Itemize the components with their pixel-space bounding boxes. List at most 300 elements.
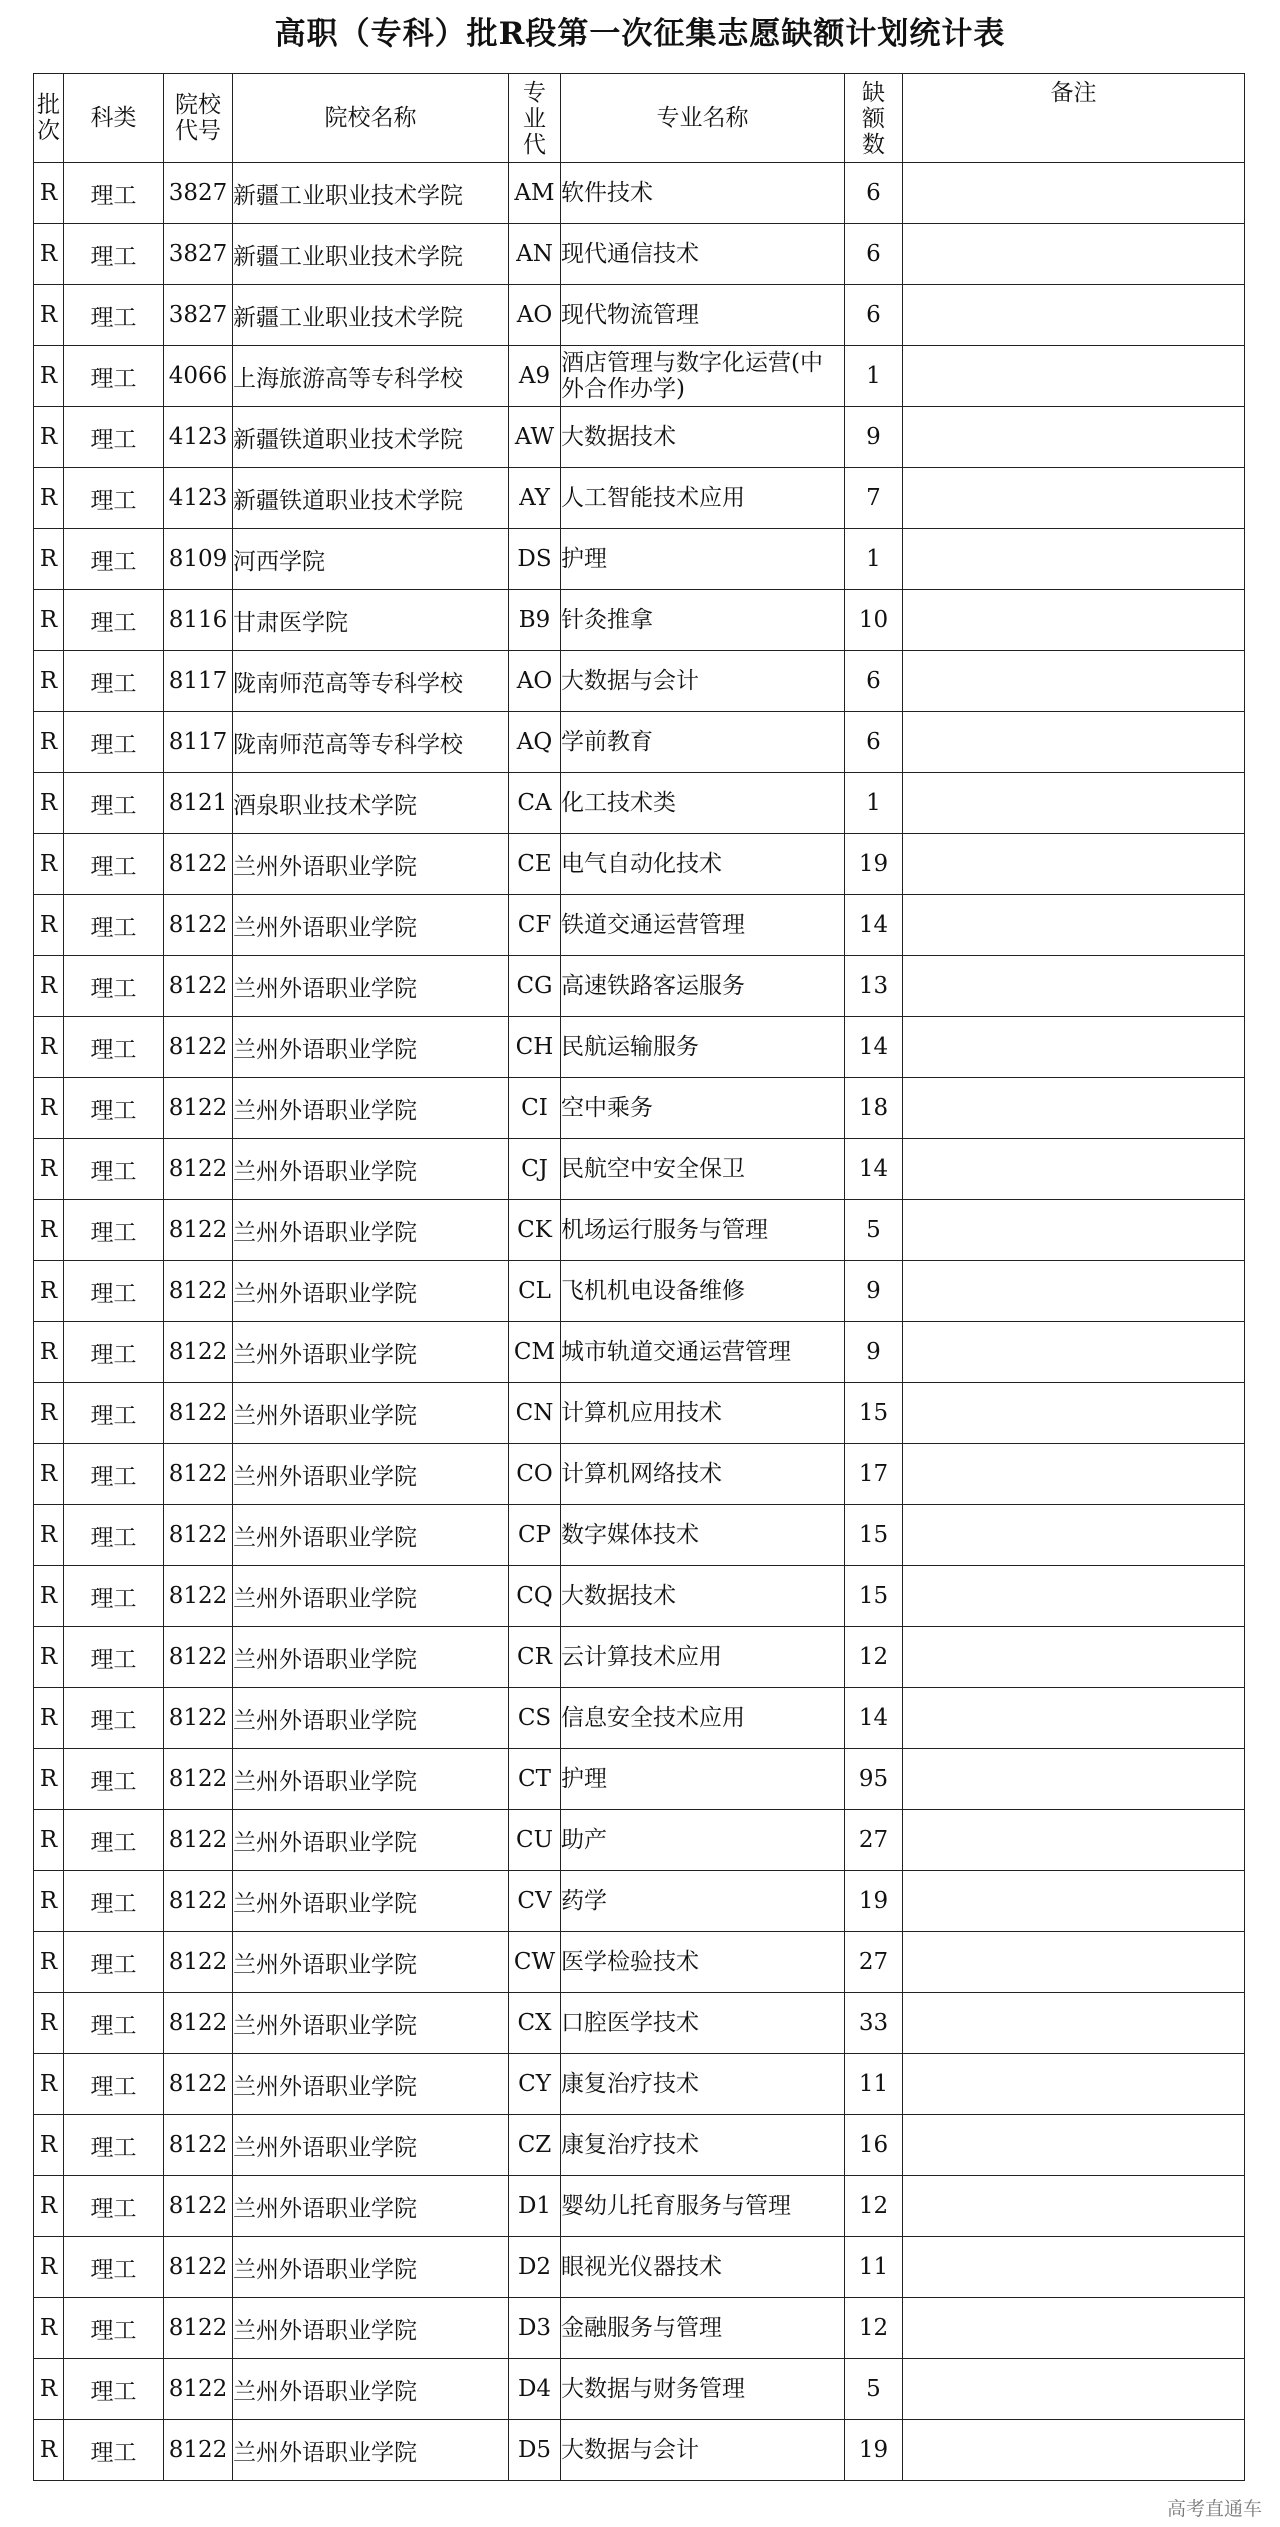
category-cell: 理工	[64, 1200, 164, 1261]
category-cell: 理工	[64, 407, 164, 468]
major-name-cell: 学前教育	[561, 712, 845, 773]
batch-cell: R	[34, 1688, 64, 1749]
remark-cell	[903, 1871, 1245, 1932]
vacancy-cell: 5	[845, 1200, 903, 1261]
remark-cell	[903, 590, 1245, 651]
remark-cell	[903, 1200, 1245, 1261]
category-cell: 理工	[64, 1749, 164, 1810]
table-row	[34, 1566, 1245, 1627]
remark-cell	[903, 2420, 1245, 2481]
batch-cell: R	[34, 834, 64, 895]
school-code-cell: 8121	[164, 773, 233, 834]
school-code-cell: 8122	[164, 895, 233, 956]
major-name-cell: 软件技术	[561, 163, 845, 224]
table-row	[34, 1322, 1245, 1383]
school-name-cell: 兰州外语职业学院	[233, 1017, 509, 1078]
major-name-cell: 数字媒体技术	[561, 1505, 845, 1566]
table-row	[34, 529, 1245, 590]
header-school-code-line: 代号	[175, 118, 221, 144]
category-cell: 理工	[64, 2115, 164, 2176]
batch-cell: R	[34, 1566, 64, 1627]
remark-cell	[903, 1078, 1245, 1139]
major-code-cell: AO	[509, 651, 561, 712]
header-major-name: 专业名称	[561, 74, 845, 163]
vacancy-cell: 6	[845, 163, 903, 224]
vacancy-cell: 12	[845, 2298, 903, 2359]
major-name-cell: 飞机机电设备维修	[561, 1261, 845, 1322]
table-row	[34, 1627, 1245, 1688]
table-row	[34, 1200, 1245, 1261]
major-name-cell: 眼视光仪器技术	[561, 2237, 845, 2298]
school-code-cell: 8122	[164, 2237, 233, 2298]
school-name-cell: 兰州外语职业学院	[233, 1566, 509, 1627]
batch-cell: R	[34, 2237, 64, 2298]
header-batch-line: 次	[37, 118, 60, 144]
vacancy-cell: 6	[845, 651, 903, 712]
school-code-cell: 8122	[164, 1871, 233, 1932]
major-name-cell: 信息安全技术应用	[561, 1688, 845, 1749]
table-row	[34, 1017, 1245, 1078]
major-code-cell: CO	[509, 1444, 561, 1505]
category-cell: 理工	[64, 1505, 164, 1566]
school-name-cell: 兰州外语职业学院	[233, 1993, 509, 2054]
school-name-cell: 兰州外语职业学院	[233, 1200, 509, 1261]
major-name-cell: 药学	[561, 1871, 845, 1932]
table-row	[34, 1810, 1245, 1871]
table-row	[34, 2176, 1245, 2237]
batch-cell: R	[34, 1078, 64, 1139]
vacancy-cell: 11	[845, 2237, 903, 2298]
major-name-cell: 现代通信技术	[561, 224, 845, 285]
major-code-cell: CZ	[509, 2115, 561, 2176]
school-code-cell: 8122	[164, 1017, 233, 1078]
batch-cell: R	[34, 1627, 64, 1688]
major-code-cell: CS	[509, 1688, 561, 1749]
school-code-cell: 8122	[164, 1444, 233, 1505]
major-code-cell: CQ	[509, 1566, 561, 1627]
school-code-cell: 8117	[164, 712, 233, 773]
vacancy-cell: 33	[845, 1993, 903, 2054]
major-name-cell: 电气自动化技术	[561, 834, 845, 895]
major-code-cell: CL	[509, 1261, 561, 1322]
school-code-cell: 8122	[164, 2298, 233, 2359]
remark-cell	[903, 2359, 1245, 2420]
header-school-name: 院校名称	[233, 74, 509, 163]
category-cell: 理工	[64, 834, 164, 895]
vacancy-cell: 14	[845, 1688, 903, 1749]
category-cell: 理工	[64, 2298, 164, 2359]
header-school-code-line: 院校	[175, 92, 221, 118]
category-cell: 理工	[64, 590, 164, 651]
header-batch-line: 批	[37, 92, 60, 118]
table-row	[34, 1993, 1245, 2054]
category-cell: 理工	[64, 1932, 164, 1993]
header-category: 科类	[64, 74, 164, 163]
category-cell: 理工	[64, 1444, 164, 1505]
vacancy-cell: 1	[845, 529, 903, 590]
school-code-cell: 8122	[164, 1139, 233, 1200]
category-cell: 理工	[64, 1261, 164, 1322]
table-row	[34, 1383, 1245, 1444]
school-name-cell: 兰州外语职业学院	[233, 1810, 509, 1871]
vacancy-cell: 27	[845, 1810, 903, 1871]
vacancy-cell: 95	[845, 1749, 903, 1810]
remark-cell	[903, 163, 1245, 224]
school-code-cell: 4123	[164, 468, 233, 529]
school-name-cell: 兰州外语职业学院	[233, 1261, 509, 1322]
major-name-cell: 民航空中安全保卫	[561, 1139, 845, 1200]
category-cell: 理工	[64, 1627, 164, 1688]
table-row	[34, 712, 1245, 773]
table-row	[34, 468, 1245, 529]
batch-cell: R	[34, 285, 64, 346]
major-code-cell: CJ	[509, 1139, 561, 1200]
batch-cell: R	[34, 2115, 64, 2176]
school-code-cell: 8122	[164, 2420, 233, 2481]
major-name-cell: 护理	[561, 529, 845, 590]
remark-cell	[903, 2176, 1245, 2237]
school-code-cell: 8122	[164, 956, 233, 1017]
major-name-cell: 民航运输服务	[561, 1017, 845, 1078]
school-name-cell: 兰州外语职业学院	[233, 1078, 509, 1139]
school-code-cell: 8122	[164, 2054, 233, 2115]
vacancy-cell: 15	[845, 1566, 903, 1627]
major-name-cell: 计算机应用技术	[561, 1383, 845, 1444]
major-code-cell: CR	[509, 1627, 561, 1688]
school-code-cell: 8122	[164, 1932, 233, 1993]
school-name-cell: 甘肃医学院	[233, 590, 509, 651]
vacancy-table	[33, 73, 1245, 2481]
school-code-cell: 8117	[164, 651, 233, 712]
school-name-cell: 陇南师范高等专科学校	[233, 712, 509, 773]
table-header-row	[34, 74, 1245, 163]
remark-cell	[903, 1139, 1245, 1200]
category-cell: 理工	[64, 1871, 164, 1932]
major-code-cell: D2	[509, 2237, 561, 2298]
category-cell: 理工	[64, 346, 164, 407]
school-code-cell: 8122	[164, 1566, 233, 1627]
major-name-cell: 康复治疗技术	[561, 2054, 845, 2115]
vacancy-cell: 18	[845, 1078, 903, 1139]
major-name-cell: 针灸推拿	[561, 590, 845, 651]
header-vacancy	[845, 74, 903, 163]
major-name-cell: 机场运行服务与管理	[561, 1200, 845, 1261]
vacancy-cell: 9	[845, 407, 903, 468]
school-code-cell: 8122	[164, 2115, 233, 2176]
batch-cell: R	[34, 651, 64, 712]
major-code-cell: CV	[509, 1871, 561, 1932]
batch-cell: R	[34, 1383, 64, 1444]
header-major-code	[509, 74, 561, 163]
category-cell: 理工	[64, 1139, 164, 1200]
category-cell: 理工	[64, 2420, 164, 2481]
major-code-cell: CU	[509, 1810, 561, 1871]
batch-cell: R	[34, 1200, 64, 1261]
major-code-cell: CF	[509, 895, 561, 956]
table-row	[34, 834, 1245, 895]
vacancy-cell: 17	[845, 1444, 903, 1505]
table-row	[34, 407, 1245, 468]
batch-cell: R	[34, 2054, 64, 2115]
school-name-cell: 兰州外语职业学院	[233, 1932, 509, 1993]
major-name-cell: 云计算技术应用	[561, 1627, 845, 1688]
category-cell: 理工	[64, 1810, 164, 1871]
remark-cell	[903, 712, 1245, 773]
table-row	[34, 1261, 1245, 1322]
major-code-cell: CN	[509, 1383, 561, 1444]
remark-cell	[903, 1810, 1245, 1871]
major-code-cell: AY	[509, 468, 561, 529]
watermark: 高考直通车	[1166, 2498, 1262, 2520]
table-row	[34, 1688, 1245, 1749]
major-code-cell: AM	[509, 163, 561, 224]
vacancy-cell: 1	[845, 346, 903, 407]
school-name-cell: 兰州外语职业学院	[233, 956, 509, 1017]
batch-cell: R	[34, 1810, 64, 1871]
school-code-cell: 8122	[164, 1200, 233, 1261]
vacancy-cell: 27	[845, 1932, 903, 1993]
major-name-cell: 大数据与会计	[561, 2420, 845, 2481]
batch-cell: R	[34, 1139, 64, 1200]
school-name-cell: 新疆铁道职业技术学院	[233, 468, 509, 529]
school-name-cell: 上海旅游高等专科学校	[233, 346, 509, 407]
school-name-cell: 新疆工业职业技术学院	[233, 163, 509, 224]
batch-cell: R	[34, 1871, 64, 1932]
school-code-cell: 3827	[164, 163, 233, 224]
school-name-cell: 兰州外语职业学院	[233, 2115, 509, 2176]
table-row	[34, 895, 1245, 956]
school-name-cell: 酒泉职业技术学院	[233, 773, 509, 834]
vacancy-cell: 12	[845, 1627, 903, 1688]
remark-cell	[903, 956, 1245, 1017]
major-code-cell: AW	[509, 407, 561, 468]
school-name-cell: 兰州外语职业学院	[233, 1383, 509, 1444]
major-code-cell: CH	[509, 1017, 561, 1078]
school-name-cell: 新疆工业职业技术学院	[233, 285, 509, 346]
school-name-cell: 兰州外语职业学院	[233, 2298, 509, 2359]
category-cell: 理工	[64, 1322, 164, 1383]
batch-cell: R	[34, 1261, 64, 1322]
remark-cell	[903, 651, 1245, 712]
school-name-cell: 兰州外语职业学院	[233, 2237, 509, 2298]
batch-cell: R	[34, 1932, 64, 1993]
header-vacancy-line: 缺	[862, 80, 885, 106]
school-code-cell: 8122	[164, 1322, 233, 1383]
table-row	[34, 1749, 1245, 1810]
major-code-cell: CG	[509, 956, 561, 1017]
major-name-cell: 铁道交通运营管理	[561, 895, 845, 956]
remark-cell	[903, 1688, 1245, 1749]
table-body	[34, 163, 1245, 2481]
major-code-cell: CI	[509, 1078, 561, 1139]
category-cell: 理工	[64, 2176, 164, 2237]
school-code-cell: 3827	[164, 285, 233, 346]
major-code-cell: D5	[509, 2420, 561, 2481]
remark-cell	[903, 224, 1245, 285]
remark-cell	[903, 1505, 1245, 1566]
vacancy-cell: 9	[845, 1261, 903, 1322]
header-batch	[34, 74, 64, 163]
major-name-cell: 现代物流管理	[561, 285, 845, 346]
category-cell: 理工	[64, 773, 164, 834]
batch-cell: R	[34, 895, 64, 956]
school-code-cell: 8116	[164, 590, 233, 651]
major-code-cell: CW	[509, 1932, 561, 1993]
school-name-cell: 兰州外语职业学院	[233, 1139, 509, 1200]
table-row	[34, 163, 1245, 224]
remark-cell	[903, 529, 1245, 590]
major-name-cell: 大数据技术	[561, 1566, 845, 1627]
remark-cell	[903, 468, 1245, 529]
school-name-cell: 兰州外语职业学院	[233, 2176, 509, 2237]
major-code-cell: CK	[509, 1200, 561, 1261]
major-name-cell: 人工智能技术应用	[561, 468, 845, 529]
school-name-cell: 新疆工业职业技术学院	[233, 224, 509, 285]
table-row	[34, 1444, 1245, 1505]
major-name-cell: 化工技术类	[561, 773, 845, 834]
category-cell: 理工	[64, 2359, 164, 2420]
major-name-cell: 康复治疗技术	[561, 2115, 845, 2176]
school-name-cell: 河西学院	[233, 529, 509, 590]
category-cell: 理工	[64, 956, 164, 1017]
batch-cell: R	[34, 163, 64, 224]
school-name-cell: 兰州外语职业学院	[233, 1871, 509, 1932]
major-code-cell: CP	[509, 1505, 561, 1566]
major-code-cell: CY	[509, 2054, 561, 2115]
batch-cell: R	[34, 956, 64, 1017]
batch-cell: R	[34, 2359, 64, 2420]
table-row	[34, 1505, 1245, 1566]
major-name-cell: 高速铁路客运服务	[561, 956, 845, 1017]
table-row	[34, 651, 1245, 712]
remark-cell	[903, 1261, 1245, 1322]
remark-cell	[903, 773, 1245, 834]
school-code-cell: 8122	[164, 1505, 233, 1566]
major-name-cell: 口腔医学技术	[561, 1993, 845, 2054]
school-name-cell: 兰州外语职业学院	[233, 1627, 509, 1688]
batch-cell: R	[34, 529, 64, 590]
table-row	[34, 590, 1245, 651]
remark-cell	[903, 1017, 1245, 1078]
category-cell: 理工	[64, 529, 164, 590]
school-code-cell: 8122	[164, 1993, 233, 2054]
category-cell: 理工	[64, 1383, 164, 1444]
category-cell: 理工	[64, 468, 164, 529]
remark-cell	[903, 834, 1245, 895]
vacancy-cell: 14	[845, 895, 903, 956]
major-name-cell: 大数据与财务管理	[561, 2359, 845, 2420]
batch-cell: R	[34, 1993, 64, 2054]
category-cell: 理工	[64, 163, 164, 224]
major-code-cell: CT	[509, 1749, 561, 1810]
school-name-cell: 兰州外语职业学院	[233, 1505, 509, 1566]
page-title: 高职（专科）批R段第一次征集志愿缺额计划统计表	[274, 16, 1006, 52]
school-code-cell: 8122	[164, 834, 233, 895]
table-row	[34, 224, 1245, 285]
major-name-cell: 大数据与会计	[561, 651, 845, 712]
school-code-cell: 8122	[164, 2176, 233, 2237]
vacancy-cell: 1	[845, 773, 903, 834]
school-name-cell: 兰州外语职业学院	[233, 1749, 509, 1810]
category-cell: 理工	[64, 2237, 164, 2298]
major-code-cell: D4	[509, 2359, 561, 2420]
vacancy-cell: 19	[845, 2420, 903, 2481]
header-school-code	[164, 74, 233, 163]
batch-cell: R	[34, 468, 64, 529]
batch-cell: R	[34, 590, 64, 651]
major-name-cell: 助产	[561, 1810, 845, 1871]
vacancy-cell: 9	[845, 1322, 903, 1383]
category-cell: 理工	[64, 1993, 164, 2054]
category-cell: 理工	[64, 1566, 164, 1627]
school-name-cell: 兰州外语职业学院	[233, 2359, 509, 2420]
table-row	[34, 2420, 1245, 2481]
vacancy-cell: 10	[845, 590, 903, 651]
batch-cell: R	[34, 1505, 64, 1566]
remark-cell	[903, 1932, 1245, 1993]
major-code-cell: D1	[509, 2176, 561, 2237]
major-code-cell: CX	[509, 1993, 561, 2054]
remark-cell	[903, 2115, 1245, 2176]
header-major-code-line: 业	[523, 106, 546, 132]
table-row	[34, 1871, 1245, 1932]
remark-cell	[903, 1993, 1245, 2054]
vacancy-cell: 15	[845, 1383, 903, 1444]
vacancy-cell: 14	[845, 1139, 903, 1200]
batch-cell: R	[34, 2298, 64, 2359]
table-row	[34, 2054, 1245, 2115]
table-row	[34, 346, 1245, 407]
school-code-cell: 8122	[164, 1383, 233, 1444]
table-row	[34, 1139, 1245, 1200]
vacancy-cell: 19	[845, 834, 903, 895]
category-cell: 理工	[64, 895, 164, 956]
header-vacancy-line: 额	[862, 106, 885, 132]
school-code-cell: 8122	[164, 1749, 233, 1810]
remark-cell	[903, 2054, 1245, 2115]
major-code-cell: CM	[509, 1322, 561, 1383]
school-code-cell: 8109	[164, 529, 233, 590]
batch-cell: R	[34, 773, 64, 834]
major-name-cell: 城市轨道交通运营管理	[561, 1322, 845, 1383]
major-code-cell: CE	[509, 834, 561, 895]
school-code-cell: 8122	[164, 1261, 233, 1322]
table-row	[34, 773, 1245, 834]
category-cell: 理工	[64, 2054, 164, 2115]
vacancy-cell: 7	[845, 468, 903, 529]
school-name-cell: 兰州外语职业学院	[233, 2054, 509, 2115]
major-name-cell: 大数据技术	[561, 407, 845, 468]
remark-cell	[903, 407, 1245, 468]
vacancy-cell: 14	[845, 1017, 903, 1078]
school-code-cell: 8122	[164, 1627, 233, 1688]
major-name-cell: 护理	[561, 1749, 845, 1810]
batch-cell: R	[34, 346, 64, 407]
table-row	[34, 285, 1245, 346]
remark-cell	[903, 2237, 1245, 2298]
remark-cell	[903, 1444, 1245, 1505]
school-code-cell: 4066	[164, 346, 233, 407]
school-name-cell: 兰州外语职业学院	[233, 1444, 509, 1505]
remark-cell	[903, 1627, 1245, 1688]
major-name-cell: 医学检验技术	[561, 1932, 845, 1993]
school-name-cell: 兰州外语职业学院	[233, 834, 509, 895]
batch-cell: R	[34, 407, 64, 468]
remark-cell	[903, 895, 1245, 956]
header-major-code-line: 专	[523, 80, 546, 106]
batch-cell: R	[34, 1444, 64, 1505]
remark-cell	[903, 1383, 1245, 1444]
